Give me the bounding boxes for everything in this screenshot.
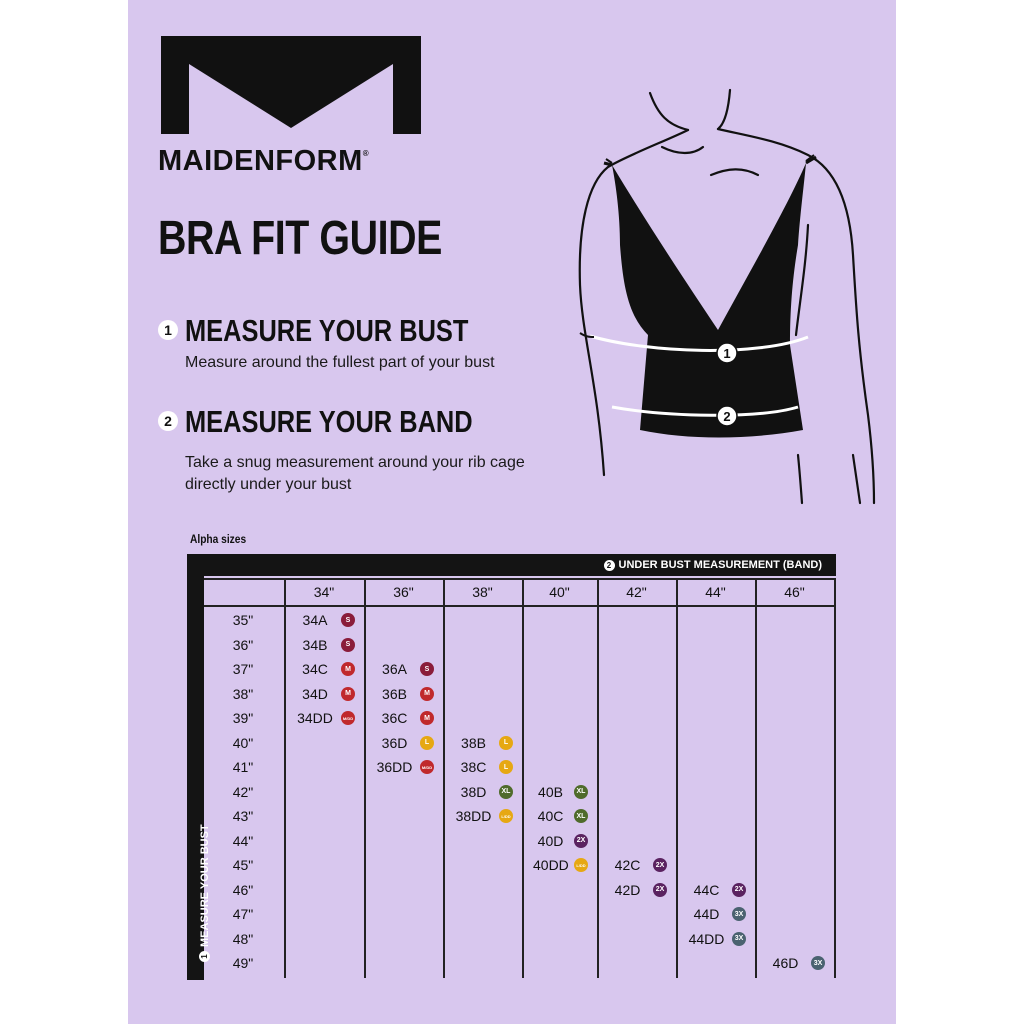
table-header-rule — [204, 605, 836, 607]
step-2-heading: MEASURE YOUR BAND — [185, 404, 473, 439]
brand-wordmark: MAIDENFORM® — [158, 145, 370, 177]
alpha-size-badge: XL — [499, 785, 513, 799]
bust-row-label: 39" — [232, 710, 254, 726]
bust-header-label: MEASURE YOUR BUST — [198, 824, 211, 947]
maidenform-logo-icon — [161, 36, 421, 134]
alpha-size-badge: 2X — [653, 858, 667, 872]
column-rule — [597, 578, 599, 978]
alpha-size-badge: M — [420, 711, 434, 725]
figure-marker-2: 2 — [723, 409, 731, 424]
size-cell: 34C — [302, 661, 328, 677]
bust-header-number: 1 — [199, 951, 210, 962]
band-header-label: UNDER BUST MEASUREMENT (BAND) — [618, 559, 822, 571]
size-cell: 38DD — [455, 808, 492, 824]
alpha-size-badge: L — [499, 736, 513, 750]
band-column-header: 38" — [472, 584, 493, 600]
band-column-header: 46" — [784, 584, 805, 600]
bust-row-label: 44" — [232, 832, 254, 849]
column-rule — [755, 578, 757, 978]
bust-header-label-wrap — [196, 824, 213, 962]
bust-row-label: 37" — [232, 661, 254, 677]
alpha-size-badge: M — [341, 662, 355, 676]
column-rule — [284, 578, 286, 978]
size-cell: 34DD — [297, 710, 333, 726]
bust-row-label: 41" — [232, 759, 254, 775]
bra-figure-illustration — [568, 85, 888, 505]
table-caption: Alpha sizes — [190, 532, 247, 546]
column-rule — [364, 578, 366, 978]
size-cell: 34A — [302, 612, 328, 628]
page-title: BRA FIT GUIDE — [158, 212, 443, 265]
bust-row-label: 48" — [232, 930, 254, 947]
step-1-description: Measure around the fullest part of your bust — [185, 354, 495, 371]
size-cell: 44C — [693, 881, 720, 898]
bust-row-label: 40" — [232, 734, 254, 751]
size-cell: 36C — [381, 710, 408, 726]
size-cell: 44DD — [688, 930, 725, 947]
alpha-size-badge: M/DD — [341, 711, 355, 725]
bust-row-label: 43" — [232, 808, 254, 824]
column-rule — [676, 578, 678, 978]
band-column-header: 34" — [313, 584, 335, 600]
figure-marker-1: 1 — [723, 346, 731, 361]
alpha-size-badge: L — [499, 760, 513, 774]
alpha-size-badge: L/DD — [499, 809, 513, 823]
band-header-number: 2 — [604, 560, 615, 571]
step-1-number: 1 — [158, 320, 178, 340]
band-column-header: 44" — [705, 584, 726, 600]
band-header-bar — [187, 554, 836, 576]
alpha-size-badge: XL — [574, 785, 588, 799]
size-cell: 40D — [537, 832, 564, 849]
size-cell: 38D — [460, 783, 487, 800]
step-2-number: 2 — [158, 411, 178, 431]
alpha-size-badge: 3X — [732, 932, 746, 946]
alpha-size-badge: M — [341, 687, 355, 701]
column-rule — [522, 578, 524, 978]
alpha-size-badge: XL — [574, 809, 588, 823]
column-rule — [834, 578, 836, 978]
size-cell: 34D — [302, 685, 328, 702]
bust-row-label: 49" — [232, 955, 254, 971]
size-cell: 38B — [461, 734, 486, 751]
alpha-size-badge: 2X — [732, 883, 746, 897]
size-cell: 36D — [381, 734, 408, 751]
size-cell: 42C — [614, 857, 641, 873]
size-cell: 40DD — [533, 857, 569, 873]
alpha-size-badge: 3X — [811, 956, 825, 970]
step-1-heading: MEASURE YOUR BUST — [185, 313, 469, 348]
alpha-size-badge: S — [341, 638, 355, 652]
size-cell: 40B — [538, 783, 563, 800]
table-top-rule — [204, 578, 836, 580]
bust-row-label: 47" — [232, 906, 254, 922]
size-cell: 36A — [382, 661, 407, 677]
band-column-header: 42" — [626, 584, 647, 600]
step-2-description-line-1: Take a snug measurement around your rib cage — [185, 454, 525, 471]
alpha-size-badge: L — [420, 736, 434, 750]
alpha-size-badge: 2X — [653, 883, 667, 897]
band-column-header: 36" — [393, 584, 414, 600]
size-cell: 34B — [302, 636, 328, 653]
size-cell: 38C — [460, 759, 487, 775]
alpha-size-badge: M — [420, 687, 434, 701]
bust-row-label: 36" — [232, 636, 254, 653]
size-cell: 46D — [772, 955, 799, 971]
alpha-size-badge: 3X — [732, 907, 746, 921]
alpha-size-badge: S — [341, 613, 355, 627]
alpha-size-badge: 2X — [574, 834, 588, 848]
column-rule — [443, 578, 445, 978]
size-cell: 36DD — [376, 759, 413, 775]
alpha-size-badge: S — [420, 662, 434, 676]
alpha-size-badge: L/DD — [574, 858, 588, 872]
size-cell: 40C — [537, 808, 564, 824]
size-cell: 42D — [614, 881, 641, 898]
band-column-header: 40" — [549, 584, 570, 600]
bust-row-label: 38" — [232, 685, 254, 702]
step-2-description-line-2: directly under your bust — [185, 476, 352, 493]
size-cell: 44D — [693, 906, 720, 922]
alpha-size-badge: M/DD — [420, 760, 434, 774]
bust-row-label: 35" — [232, 612, 254, 628]
size-cell: 36B — [382, 685, 407, 702]
fit-guide-sheet — [128, 0, 896, 1024]
bust-row-label: 42" — [232, 783, 254, 800]
bust-row-label: 46" — [232, 881, 254, 898]
bust-row-label: 45" — [232, 857, 254, 873]
